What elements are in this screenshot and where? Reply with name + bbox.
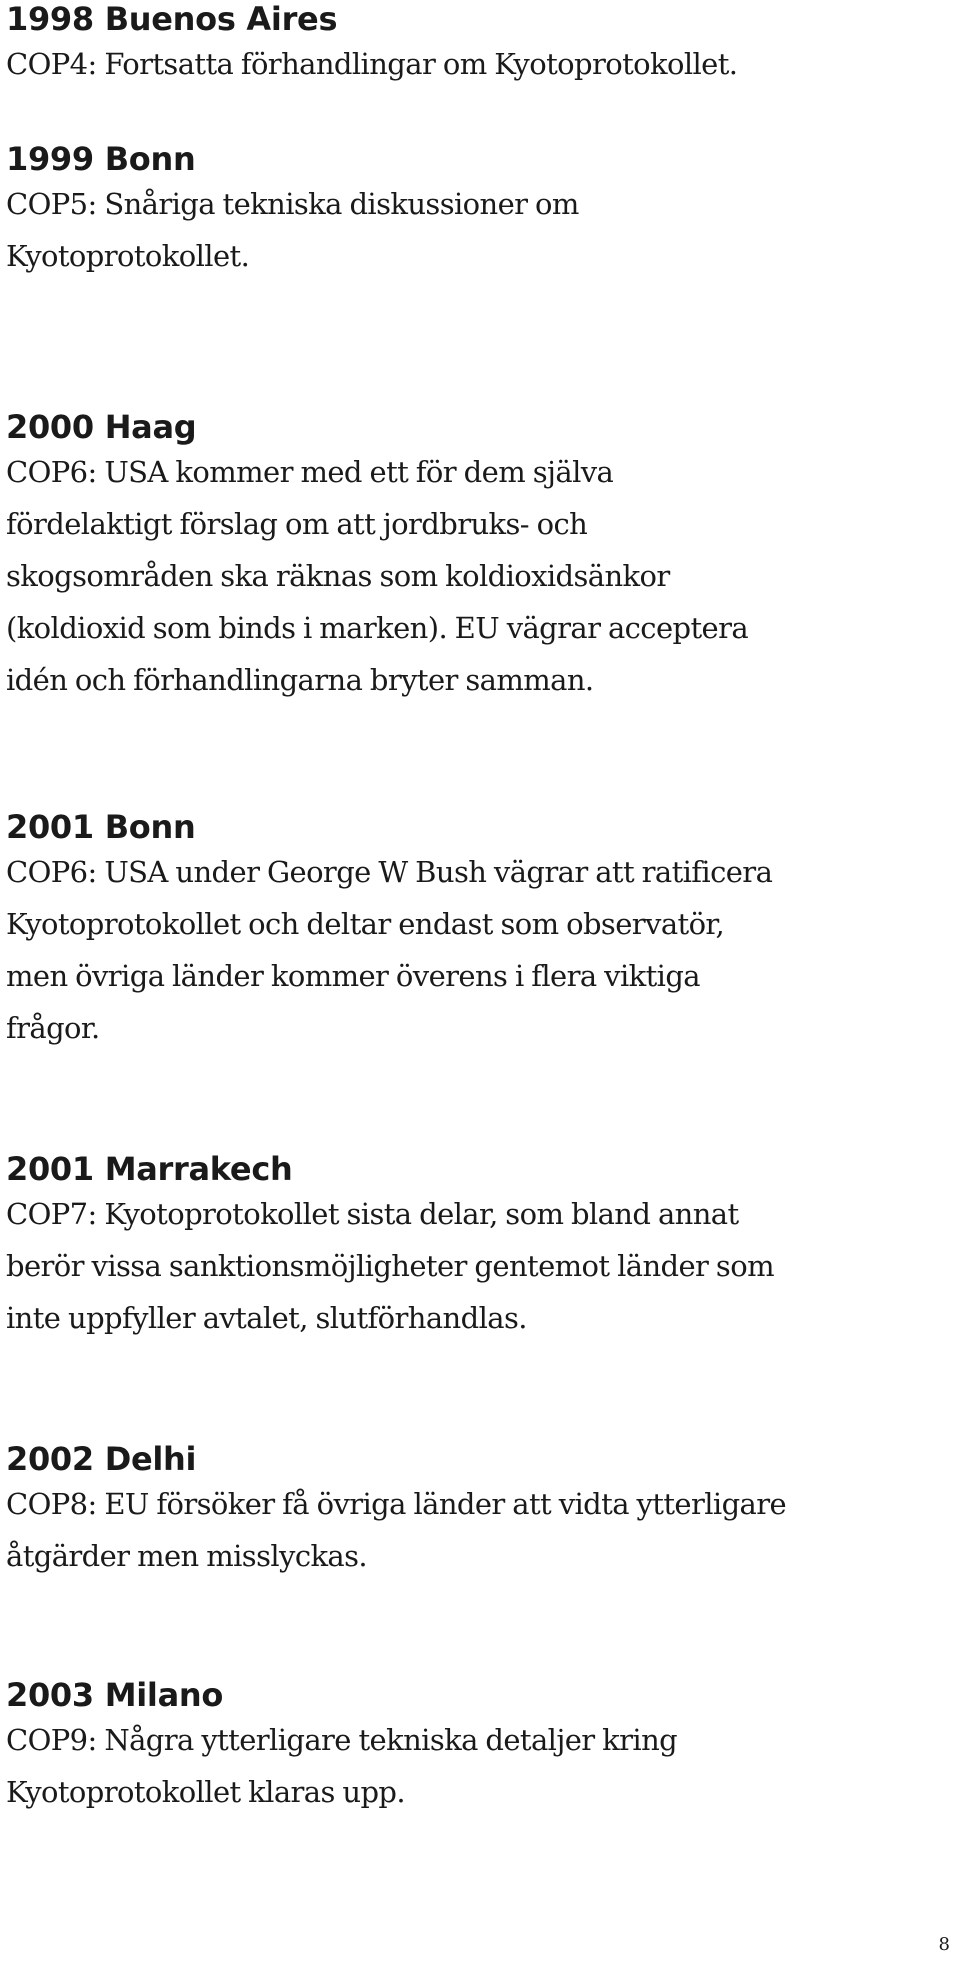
description-line: Kyotoprotokollet.	[6, 239, 250, 273]
entry-description	[6, 178, 956, 282]
description-line: inte uppfyller avtalet, slutförhandlas.	[6, 1301, 527, 1335]
description-line: Kyotoprotokollet klaras upp.	[6, 1775, 405, 1809]
entry-description	[6, 446, 956, 706]
timeline-entry-1998-buenos-aires	[6, 0, 956, 90]
entry-heading: 2000 Haag	[6, 408, 197, 446]
description-line: COP6: USA under George W Bush vägrar att ratificera	[6, 855, 773, 889]
entry-heading: 2001 Bonn	[6, 808, 196, 846]
timeline-entry-2000-haag	[6, 408, 956, 706]
description-line: men övriga länder kommer överens i flera viktiga	[6, 959, 700, 993]
description-line: fördelaktigt förslag om att jordbruks- och	[6, 507, 588, 541]
timeline-entry-2003-milano	[6, 1676, 956, 1818]
entry-heading: 1999 Bonn	[6, 140, 196, 178]
entry-description	[6, 1714, 956, 1818]
description-line: frågor.	[6, 1011, 100, 1045]
description-line: åtgärder men misslyckas.	[6, 1539, 368, 1573]
page-number: 8	[938, 1934, 950, 1955]
entry-heading: 2001 Marrakech	[6, 1150, 293, 1188]
description-line: skogsområden ska räknas som koldioxidsänkor	[6, 559, 670, 593]
description-line: COP9: Några ytterligare tekniska detaljer kring	[6, 1723, 678, 1757]
entry-heading: 2002 Delhi	[6, 1440, 197, 1478]
description-line: COP4: Fortsatta förhandlingar om Kyotoprotokollet.	[6, 47, 738, 81]
entry-description	[6, 1478, 956, 1582]
timeline-entry-2001-bonn	[6, 808, 956, 1054]
description-line: idén och förhandlingarna bryter samman.	[6, 663, 594, 697]
timeline-entry-2002-delhi	[6, 1440, 956, 1582]
entry-description	[6, 1188, 956, 1344]
timeline-entry-1999-bonn	[6, 140, 956, 282]
entry-heading: 1998 Buenos Aires	[6, 0, 338, 38]
description-line: Kyotoprotokollet och deltar endast som observatör,	[6, 907, 725, 941]
description-line: berör vissa sanktionsmöjligheter gentemot länder som	[6, 1249, 774, 1283]
timeline-entry-2001-marrakech	[6, 1150, 956, 1344]
description-line: COP5: Snåriga tekniska diskussioner om	[6, 187, 579, 221]
entry-description	[6, 38, 956, 90]
description-line: COP7: Kyotoprotokollet sista delar, som bland annat	[6, 1197, 739, 1231]
description-line: (koldioxid som binds i marken). EU vägrar acceptera	[6, 611, 749, 645]
entry-heading: 2003 Milano	[6, 1676, 224, 1714]
description-line: COP6: USA kommer med ett för dem själva	[6, 455, 614, 489]
entry-description	[6, 846, 956, 1054]
description-line: COP8: EU försöker få övriga länder att vidta ytterligare	[6, 1487, 787, 1521]
